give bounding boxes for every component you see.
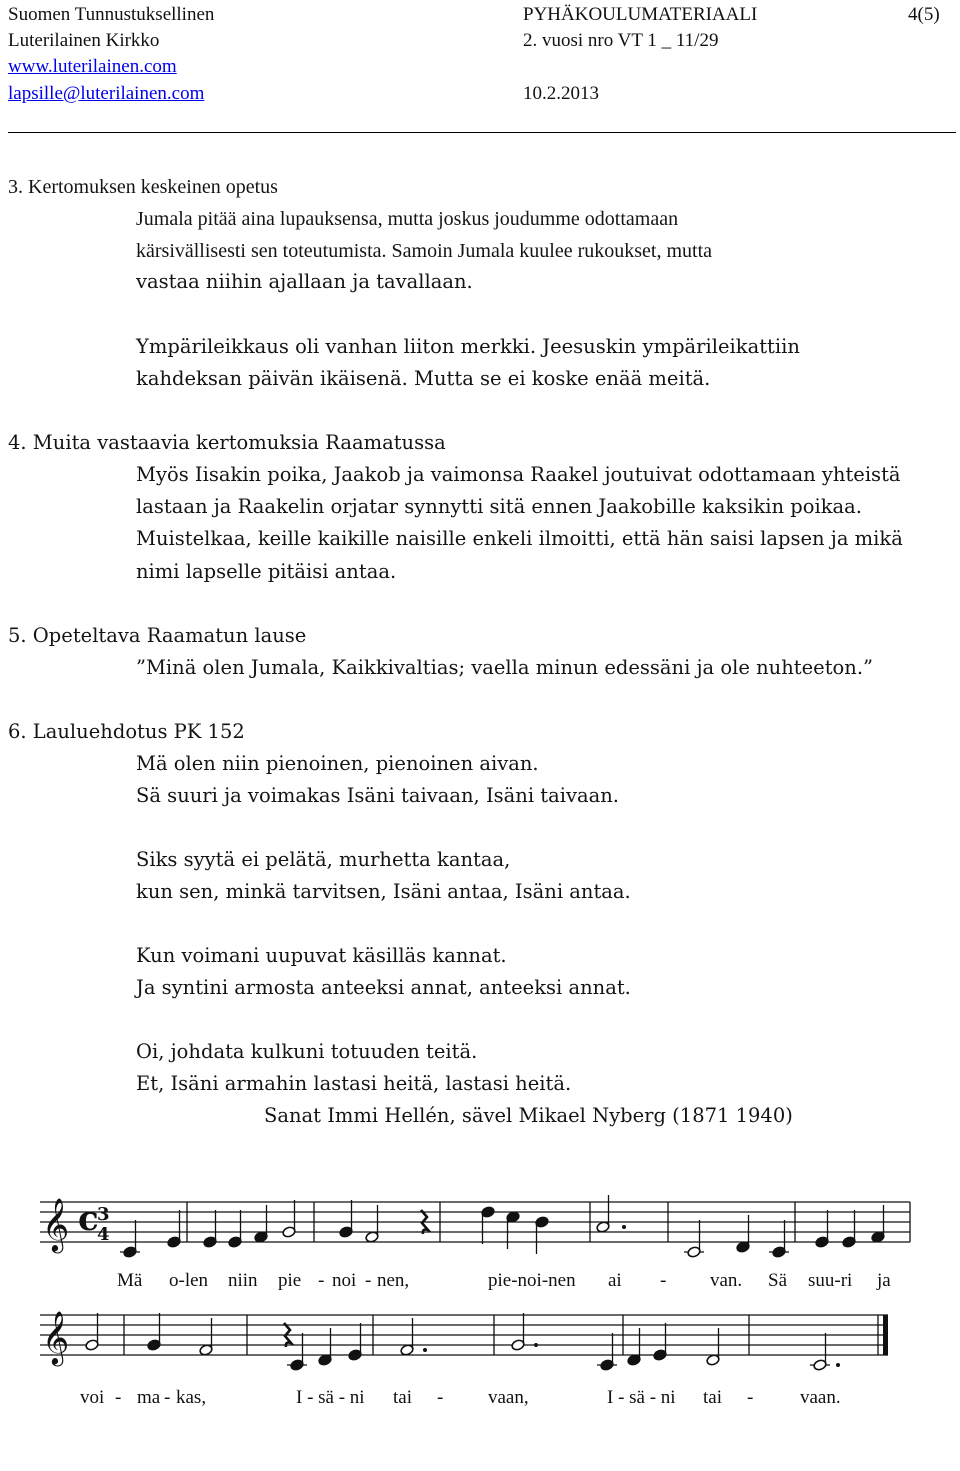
header-org-line2: Luterilainen Kirkko <box>8 30 160 51</box>
music-staff <box>40 1195 910 1258</box>
header-doc-type: PYHÄKOULUMATERIAALI <box>523 4 758 25</box>
time-signature-bottom: 4 <box>97 1224 110 1245</box>
header-org-line1: Suomen Tunnustuksellinen <box>8 4 215 25</box>
common-time-icon: c <box>78 1199 99 1239</box>
song-line: Siks syytä ei pelätä, murhetta kantaa, <box>136 848 511 871</box>
song-line: Oi, johdata kulkuni totuuden teitä. <box>136 1040 478 1063</box>
lyric-syllable: - <box>115 1387 122 1408</box>
section-3-heading: 3. Kertomuksen keskeinen opetus <box>8 176 278 198</box>
email-link[interactable]: lapsille@luterilainen.com <box>8 83 205 104</box>
lyric-syllable: - <box>747 1387 754 1408</box>
dot <box>423 1348 427 1352</box>
song-credit: Sanat Immi Hellén, sävel Mikael Nyberg (1871 1940) <box>264 1104 793 1127</box>
section-4-heading: 4. Muita vastaavia kertomuksia Raamatussa <box>8 431 446 454</box>
song-line: Et, Isäni armahin lastasi heitä, lastasi heitä. <box>136 1072 572 1095</box>
lyric-syllable: ma <box>137 1387 161 1408</box>
lyric-syllable: nen, <box>377 1270 410 1291</box>
music-lyrics-row <box>117 1270 891 1291</box>
section-4-line: Muistelkaa, keille kaikille naisille enkeli ilmoitti, että hän saisi lapsen ja mikä <box>136 527 903 550</box>
lyric-syllable: - <box>365 1270 372 1291</box>
dot <box>534 1343 538 1347</box>
song-line: kun sen, minkä tarvitsen, Isäni antaa, Isäni antaa. <box>136 880 631 903</box>
lyric-syllable: ja <box>877 1270 891 1291</box>
lyric-syllable: suu-ri <box>808 1270 853 1291</box>
time-signature-top: 3 <box>97 1204 110 1225</box>
section-6-heading: 6. Lauluehdotus PK 152 <box>8 720 245 743</box>
lyric-syllable: - <box>660 1270 667 1291</box>
lyric-syllable: vaan, <box>488 1387 529 1408</box>
lyric-syllable: ai <box>608 1270 622 1291</box>
lyric-syllable: I - sä - ni <box>607 1387 676 1408</box>
lyric-syllable: Sä <box>768 1270 787 1291</box>
lyric-syllable: kas, <box>176 1387 207 1408</box>
lyric-syllable: tai <box>703 1387 722 1408</box>
lyric-syllable: vaan. <box>800 1387 841 1408</box>
song-line: Ja syntini armosta anteeksi annat, anteeksi annat. <box>136 976 631 999</box>
lyric-syllable: - <box>318 1270 325 1291</box>
header-issue: 2. vuosi nro VT 1 _ 11/29 <box>523 30 719 51</box>
section-4-line: Myös Iisakin poika, Jaakob ja vaimonsa Raakel joutuivat odottamaan yhteistä <box>136 463 901 486</box>
song-line: Kun voimani uupuvat käsilläs kannat. <box>136 944 507 967</box>
sheet-music <box>0 1180 960 1440</box>
website-link[interactable]: www.luterilainen.com <box>8 56 177 77</box>
final-bar <box>883 1315 888 1355</box>
lyric-syllable: van. <box>710 1270 743 1291</box>
lyric-syllable: - <box>164 1387 171 1408</box>
lyric-syllable: pie <box>278 1270 302 1291</box>
lyric-syllable: tai <box>393 1387 412 1408</box>
section-4-line: nimi lapselle pitäisi antaa. <box>136 560 397 583</box>
section-3-line: Jumala pitää aina lupauksensa, mutta joskus joudumme odottamaan <box>136 208 679 230</box>
section-3-line: vastaa niihin ajallaan ja tavallaan. <box>136 270 473 293</box>
treble-clef-icon: 𝄞 <box>42 1197 70 1251</box>
music-lyrics-row <box>80 1387 841 1408</box>
song-line: Mä olen niin pienoinen, pienoinen aivan. <box>136 752 539 775</box>
dot <box>836 1363 840 1367</box>
bible-verse: ”Minä olen Jumala, Kaikkivaltias; vaella minun edessäni ja ole nuhteeton.” <box>136 656 873 679</box>
lyric-syllable: I - sä - ni <box>296 1387 365 1408</box>
song-line: Sä suuri ja voimakas Isäni taivaan, Isäni taivaan. <box>136 784 619 807</box>
treble-clef-icon: 𝄞 <box>42 1310 70 1364</box>
lyric-syllable: Mä <box>117 1270 143 1291</box>
lyric-syllable: noi <box>332 1270 357 1291</box>
music-staff <box>40 1310 888 1371</box>
lyric-syllable: o-len <box>169 1270 209 1291</box>
section-4-line: lastaan ja Raakelin orjatar synnytti sitä ennen Jaakobille kaksikin poikaa. <box>136 495 862 518</box>
lyric-syllable: pie-noi-nen <box>488 1270 576 1291</box>
header-page-number: 4(5) <box>908 4 940 25</box>
header-date: 10.2.2013 <box>523 83 599 104</box>
lyric-syllable: niin <box>228 1270 258 1291</box>
section-3-line: Ympärileikkaus oli vanhan liiton merkki. Jeesuskin ympärileikattiin <box>136 335 800 358</box>
dot <box>622 1225 626 1229</box>
lyric-syllable: voi <box>80 1387 105 1408</box>
lyric-syllable: - <box>437 1387 444 1408</box>
section-5-heading: 5. Opeteltava Raamatun lause <box>8 624 307 647</box>
section-3-line: kahdeksan päivän ikäisenä. Mutta se ei koske enää meitä. <box>136 367 711 390</box>
section-3-line: kärsivällisesti sen toteutumista. Samoin Jumala kuulee rukoukset, mutta <box>136 240 713 262</box>
